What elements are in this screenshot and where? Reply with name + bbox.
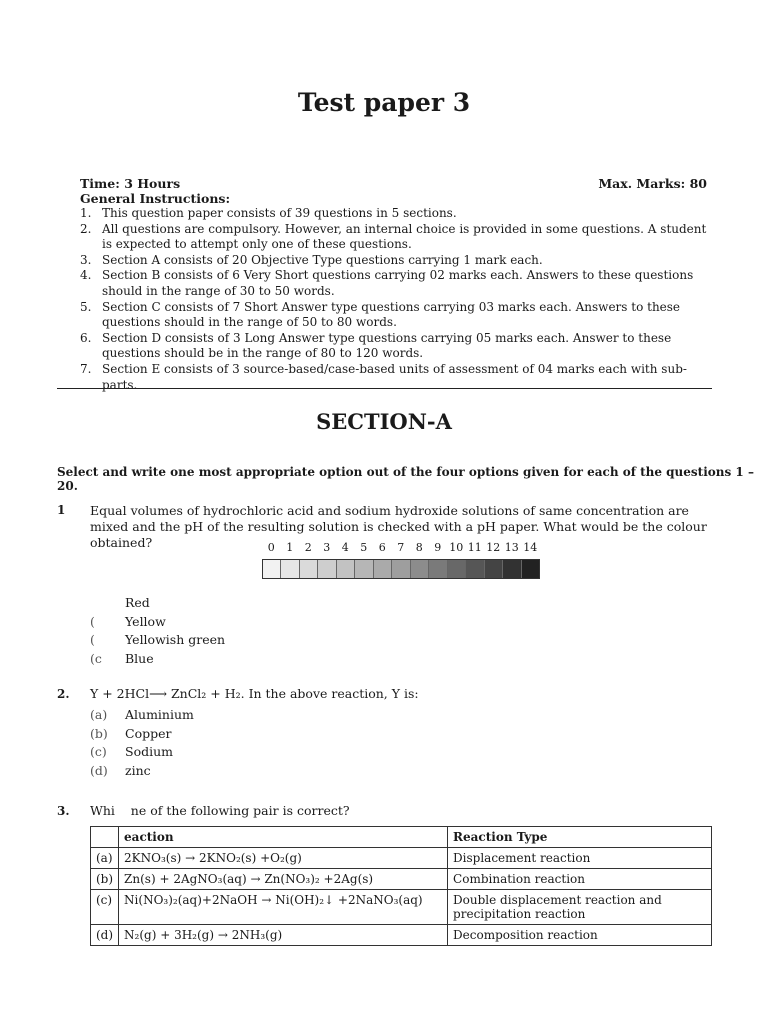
ph-scale-segment: [337, 560, 355, 578]
instructions-heading: General Instructions:: [80, 191, 231, 206]
table-row: (b) Zn(s) + 2AgNO₃(aq) → Zn(NO₃)₂ +2Ag(s) Combination reaction: [91, 869, 712, 890]
page-title: Test paper 3: [297, 88, 471, 117]
ph-scale-segment: [374, 560, 392, 578]
section-title: SECTION-A: [316, 409, 452, 434]
question-2-text: Y + 2HCl⟶ ZnCl₂ + H₂. In the above reaction, Y is:: [90, 686, 419, 701]
reaction-table: [90, 826, 712, 946]
ph-scale-segment: [300, 560, 318, 578]
ph-tick-label: 1: [286, 541, 294, 554]
instruction-item: 6. Section D consists of 3 Long Answer type questions carrying 05 marks each. Answer to these questions should be in the range of 80 to 120 words.: [80, 330, 672, 361]
instructions-list: [80, 206, 712, 393]
table-row: (a) 2KNO₃(s) → 2KNO₂(s) +O₂(g) Displacement reaction: [91, 848, 712, 869]
instruction-item: 5. Section C consists of 7 Short Answer type questions carrying 03 marks each. Answers to these questions should in the range of 50 to 80 words.: [80, 299, 681, 330]
time-label: Time: 3 Hours: [80, 176, 181, 191]
ph-scale-segment: [318, 560, 336, 578]
ph-tick-label: 9: [434, 541, 442, 554]
option: (b) Copper: [90, 725, 172, 741]
ph-scale-segment: [503, 560, 521, 578]
ph-scale-labels: [262, 541, 540, 554]
column-header-reaction-type: Reaction Type: [448, 827, 712, 848]
ph-scale-segment: [411, 560, 429, 578]
ph-tick-label: 4: [341, 541, 349, 554]
table-row: (d) N₂(g) + 3H₂(g) → 2NH₃(g) Decomposition reaction: [91, 925, 712, 946]
ph-scale-segment: [466, 560, 484, 578]
column-header-reaction: eaction: [119, 827, 448, 848]
instruction-item: 1. This question paper consists of 39 questions in 5 sections.: [80, 206, 457, 220]
instruction-item: 2. All questions are compulsory. However, an internal choice is provided in some questions. A student is expected to attempt only one of these questions.: [80, 221, 707, 252]
question-1-number: 1: [57, 503, 66, 517]
ph-tick-label: 5: [360, 541, 368, 554]
max-marks-label: Max. Marks: 80: [598, 176, 707, 191]
ph-scale-segment: [355, 560, 373, 578]
instruction-item: 7. Section E consists of 3 source-based/case-based units of assessment of 04 marks each with sub-parts.: [80, 361, 687, 392]
ph-tick-label: 8: [415, 541, 423, 554]
ph-tick-label: 2: [304, 541, 312, 554]
ph-tick-label: 11: [467, 541, 482, 554]
ph-tick-label: 3: [323, 541, 331, 554]
ph-tick-label: 6: [378, 541, 386, 554]
ph-tick-label: 0: [267, 541, 275, 554]
option: Red: [125, 595, 150, 610]
ph-scale-segment: [485, 560, 503, 578]
option: ( Yellow: [90, 613, 166, 629]
option: (c) Sodium: [90, 744, 173, 759]
ph-tick-label: 7: [397, 541, 405, 554]
ph-tick-label: 12: [486, 541, 501, 554]
ph-scale-segment: [522, 560, 539, 578]
question-3-text: Whi ne of the following pair is correct?: [90, 803, 350, 818]
ph-scale-segment: [263, 560, 281, 578]
question-3-number: 3.: [57, 804, 70, 818]
option: ( Yellowish green: [90, 632, 226, 647]
divider-rule: [57, 388, 712, 389]
ph-tick-label: 13: [504, 541, 519, 554]
instruction-item: 3. Section A consists of 20 Objective Type questions carrying 1 mark each.: [80, 252, 543, 267]
option: (d) zinc: [90, 762, 151, 778]
section-instruction: Select and write one most appropriate option out of the four options given for each of the questions 1 – 20.: [57, 465, 754, 493]
ph-scale-bar: [262, 559, 540, 579]
option: (c Blue: [90, 650, 154, 666]
question-1-text: Equal volumes of hydrochloric acid and sodium hydroxide solutions of same concentration are mixed and the pH of the resulting solution is checked with a pH paper. What would be the colour obtained?: [90, 503, 707, 550]
question-2-options: [90, 707, 194, 781]
instruction-item: 4. Section B consists of 6 Very Short questions carrying 02 marks each. Answers to these questions should in the range of 30 to 50 words.: [80, 268, 694, 298]
question-1-options: [90, 595, 225, 669]
table-header-row: [91, 827, 712, 848]
ph-scale-segment: [429, 560, 447, 578]
ph-scale-segment: [448, 560, 466, 578]
option: (a) Aluminium: [90, 707, 194, 722]
ph-scale-segment: [281, 560, 299, 578]
question-2-number: 2.: [57, 687, 70, 701]
ph-tick-label: 14: [523, 541, 538, 554]
ph-scale-segment: [392, 560, 410, 578]
table-row: (c) Ni(NO₃)₂(aq)+2NaOH → Ni(OH)₂↓ +2NaNO₃(aq) Double displacement reaction and precipitation reaction: [91, 890, 712, 925]
ph-tick-label: 10: [449, 541, 464, 554]
